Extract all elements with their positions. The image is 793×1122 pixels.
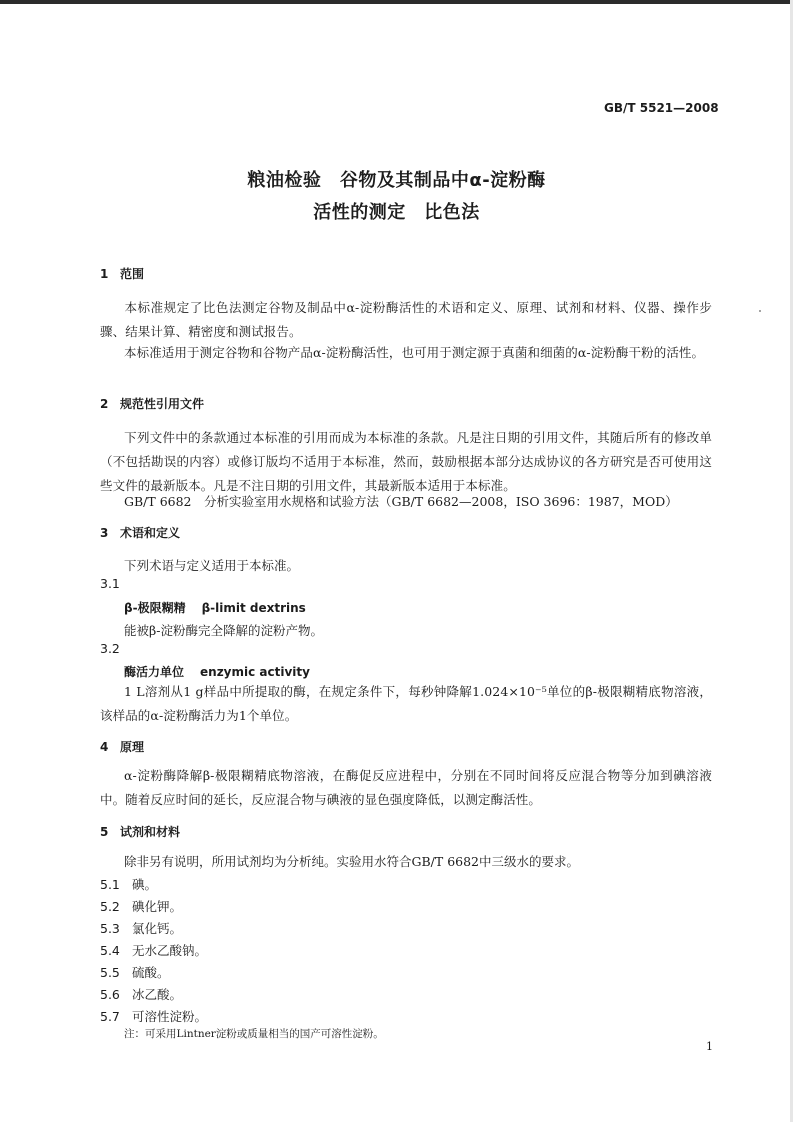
item-text: 硫酸。 bbox=[132, 965, 170, 980]
term-zh: 酶活力单位 bbox=[124, 665, 185, 679]
section-title: 试剂和材料 bbox=[120, 825, 181, 839]
standard-code: GB/T 5521—2008 bbox=[604, 101, 719, 115]
item-text: 无水乙酸钠。 bbox=[132, 943, 208, 958]
item-number: 5.5 bbox=[100, 965, 120, 980]
section-number: 3 bbox=[100, 526, 109, 540]
item-number: 5.7 bbox=[100, 1009, 120, 1024]
normative-reference: GB/T 6682 分析实验室用水规格和试验方法（GB/T 6682—2008，ISO 3696：1987，MOD） bbox=[124, 494, 678, 509]
page-number: 1 bbox=[706, 1040, 713, 1053]
term-3-2-title bbox=[124, 663, 310, 680]
item-number: 5.3 bbox=[100, 921, 120, 936]
section-1-heading bbox=[100, 265, 144, 282]
scan-speck bbox=[759, 310, 761, 312]
reagent-item bbox=[100, 875, 157, 893]
section-1-paragraph-2 bbox=[100, 341, 712, 365]
section-title: 范围 bbox=[120, 267, 145, 281]
item-number: 5.2 bbox=[100, 899, 120, 914]
section-title: 术语和定义 bbox=[120, 526, 181, 540]
section-5-intro: 除非另有说明，所用试剂均为分析纯。实验用水符合GB/T 6682中三级水的要求。 bbox=[124, 854, 580, 869]
scan-edge-top bbox=[0, 0, 793, 4]
item-text: 碘。 bbox=[132, 877, 158, 892]
reagent-item bbox=[100, 963, 170, 981]
paragraph-text: 1 L溶剂从1 g样品中所提取的酶，在规定条件下，每秒钟降解1.024×10⁻⁵单位的β-极限糊精底物溶液，该样品的α-淀粉酶活力为1个单位。 bbox=[100, 684, 712, 723]
section-1-paragraph-1 bbox=[100, 296, 712, 344]
term-3-1-number: 3.1 bbox=[100, 576, 120, 591]
term-3-1-definition: 能被β-淀粉酶完全降解的淀粉产物。 bbox=[124, 623, 323, 638]
reagent-item bbox=[100, 1007, 207, 1025]
section-number: 1 bbox=[100, 267, 109, 281]
section-title: 原理 bbox=[120, 740, 145, 754]
item-text: 可溶性淀粉。 bbox=[132, 1009, 208, 1024]
item-text: 碘化钾。 bbox=[132, 899, 183, 914]
title-line-2: 活性的测定 比色法 bbox=[313, 202, 480, 223]
section-3-heading bbox=[100, 524, 180, 541]
title-line-1: 粮油检验 谷物及其制品中α-淀粉酶 bbox=[247, 170, 546, 191]
section-2-heading bbox=[100, 395, 204, 412]
reagent-item bbox=[100, 897, 182, 915]
paragraph-text: 本标准适用于测定谷物和谷物产品α-淀粉酶活性，也可用于测定源于真菌和细菌的α-淀粉酶干粉的活性。 bbox=[124, 345, 705, 360]
section-4-paragraph-1 bbox=[100, 764, 712, 812]
section-5-heading bbox=[100, 823, 180, 840]
item-number: 5.4 bbox=[100, 943, 120, 958]
section-number: 2 bbox=[100, 397, 109, 411]
reagent-item bbox=[100, 941, 207, 959]
section-3-intro: 下列术语与定义适用于本标准。 bbox=[124, 558, 300, 573]
section-number: 4 bbox=[100, 740, 109, 754]
paragraph-text: 下列文件中的条款通过本标准的引用而成为本标准的条款。凡是注日期的引用文件，其随后所有的修改单（不包括勘误的内容）或修订版均不适用于本标准，然而，鼓励根据本部分达成协议的各方研究是否可使用这些文件的最新版本。凡是不注日期的引用文件，其最新版本适用于本标准。 bbox=[100, 430, 712, 493]
item-number: 5.1 bbox=[100, 877, 120, 892]
term-en: β-limit dextrins bbox=[201, 601, 306, 615]
item-number: 5.6 bbox=[100, 987, 120, 1002]
paragraph-text: α-淀粉酶降解β-极限糊精底物溶液，在酶促反应进程中，分别在不同时间将反应混合物等分加到碘溶液中。随着反应时间的延长，反应混合物与碘液的显色强度降低，以测定酶活性。 bbox=[100, 768, 712, 807]
reagent-item bbox=[100, 985, 182, 1003]
term-3-1-title bbox=[124, 599, 306, 616]
reagent-note: 注：可采用Lintner淀粉或质量相当的国产可溶性淀粉。 bbox=[124, 1028, 384, 1040]
section-4-heading bbox=[100, 738, 144, 755]
term-zh: β-极限糊精 bbox=[124, 601, 186, 615]
reagent-item bbox=[100, 919, 182, 937]
section-number: 5 bbox=[100, 825, 109, 839]
item-text: 冰乙酸。 bbox=[132, 987, 183, 1002]
term-3-2-definition bbox=[100, 680, 712, 728]
item-text: 氯化钙。 bbox=[132, 921, 183, 936]
term-3-2-number: 3.2 bbox=[100, 641, 120, 656]
section-2-paragraph-1 bbox=[100, 426, 712, 498]
paragraph-text: 本标准规定了比色法测定谷物及制品中α-淀粉酶活性的术语和定义、原理、试剂和材料、仪器、操作步骤、结果计算、精密度和测试报告。 bbox=[100, 300, 712, 339]
term-en: enzymic activity bbox=[200, 665, 310, 679]
section-title: 规范性引用文件 bbox=[120, 397, 205, 411]
